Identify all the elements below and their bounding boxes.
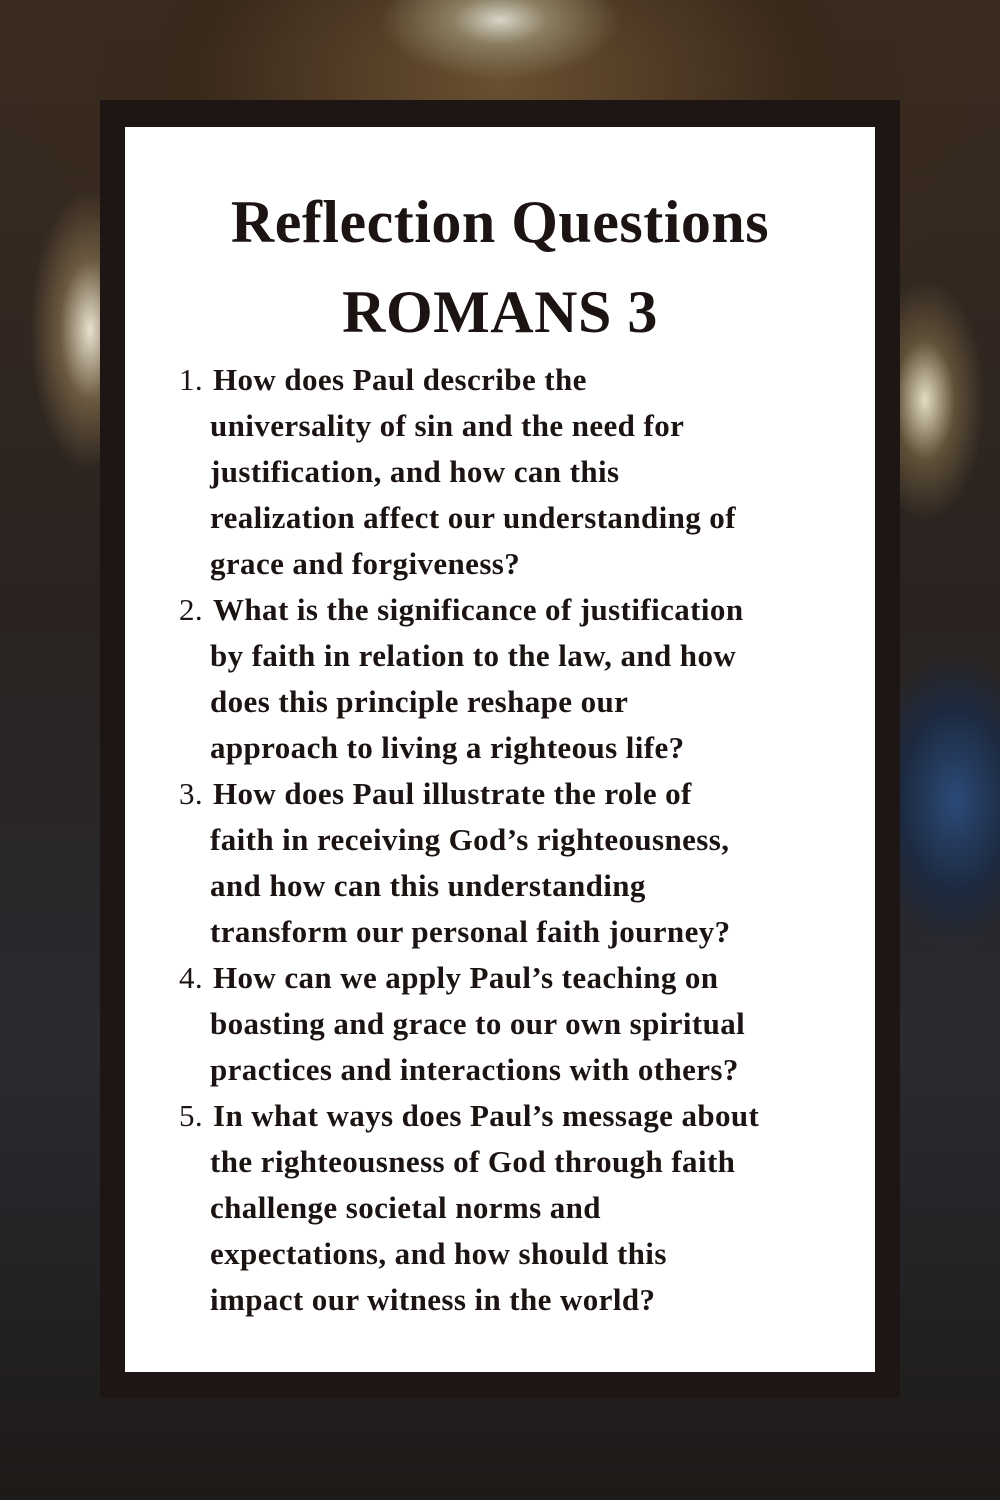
question-number: 2. bbox=[179, 592, 204, 627]
question-text-line: universality of sin and the need for bbox=[210, 408, 685, 443]
question-text-line: and how can this understanding bbox=[210, 868, 646, 903]
reflection-card bbox=[125, 127, 875, 1372]
question-number: 4. bbox=[179, 960, 204, 995]
question-text-line: grace and forgiveness? bbox=[210, 546, 521, 581]
question-item bbox=[125, 1093, 875, 1323]
question-text-line: the righteousness of God through faith bbox=[210, 1144, 736, 1179]
question-text-line: impact our witness in the world? bbox=[210, 1282, 656, 1317]
question-text-line: In what ways does Paul’s message about bbox=[213, 1098, 760, 1133]
question-text-line: expectations, and how should this bbox=[210, 1236, 667, 1271]
page-subtitle: ROMANS 3 bbox=[342, 279, 658, 345]
question-item bbox=[125, 771, 875, 955]
question-text-line: realization affect our understanding of bbox=[210, 500, 736, 535]
question-text-line: How can we apply Paul’s teaching on bbox=[213, 960, 719, 995]
question-item bbox=[125, 357, 875, 587]
page-title: Reflection Questions bbox=[230, 189, 770, 255]
question-number: 1. bbox=[179, 362, 204, 397]
question-text-line: transform our personal faith journey? bbox=[210, 914, 731, 949]
question-text-line: challenge societal norms and bbox=[210, 1190, 601, 1225]
question-list bbox=[125, 357, 875, 1323]
question-text-line: practices and interactions with others? bbox=[210, 1052, 739, 1087]
question-text-line: does this principle reshape our bbox=[210, 684, 629, 719]
question-number: 5. bbox=[179, 1098, 204, 1133]
question-item bbox=[125, 955, 875, 1093]
question-text-line: boasting and grace to our own spiritual bbox=[210, 1006, 746, 1041]
question-text-line: faith in receiving God’s righteousness, bbox=[210, 822, 730, 857]
question-text-line: justification, and how can this bbox=[210, 454, 620, 489]
question-item bbox=[125, 587, 875, 771]
question-number: 3. bbox=[179, 776, 204, 811]
question-text-line: What is the significance of justification bbox=[213, 592, 744, 627]
question-text-line: How does Paul illustrate the role of bbox=[213, 776, 692, 811]
question-text-line: How does Paul describe the bbox=[213, 362, 587, 397]
question-text-line: by faith in relation to the law, and how bbox=[210, 638, 737, 673]
question-text-line: approach to living a righteous life? bbox=[210, 730, 685, 765]
